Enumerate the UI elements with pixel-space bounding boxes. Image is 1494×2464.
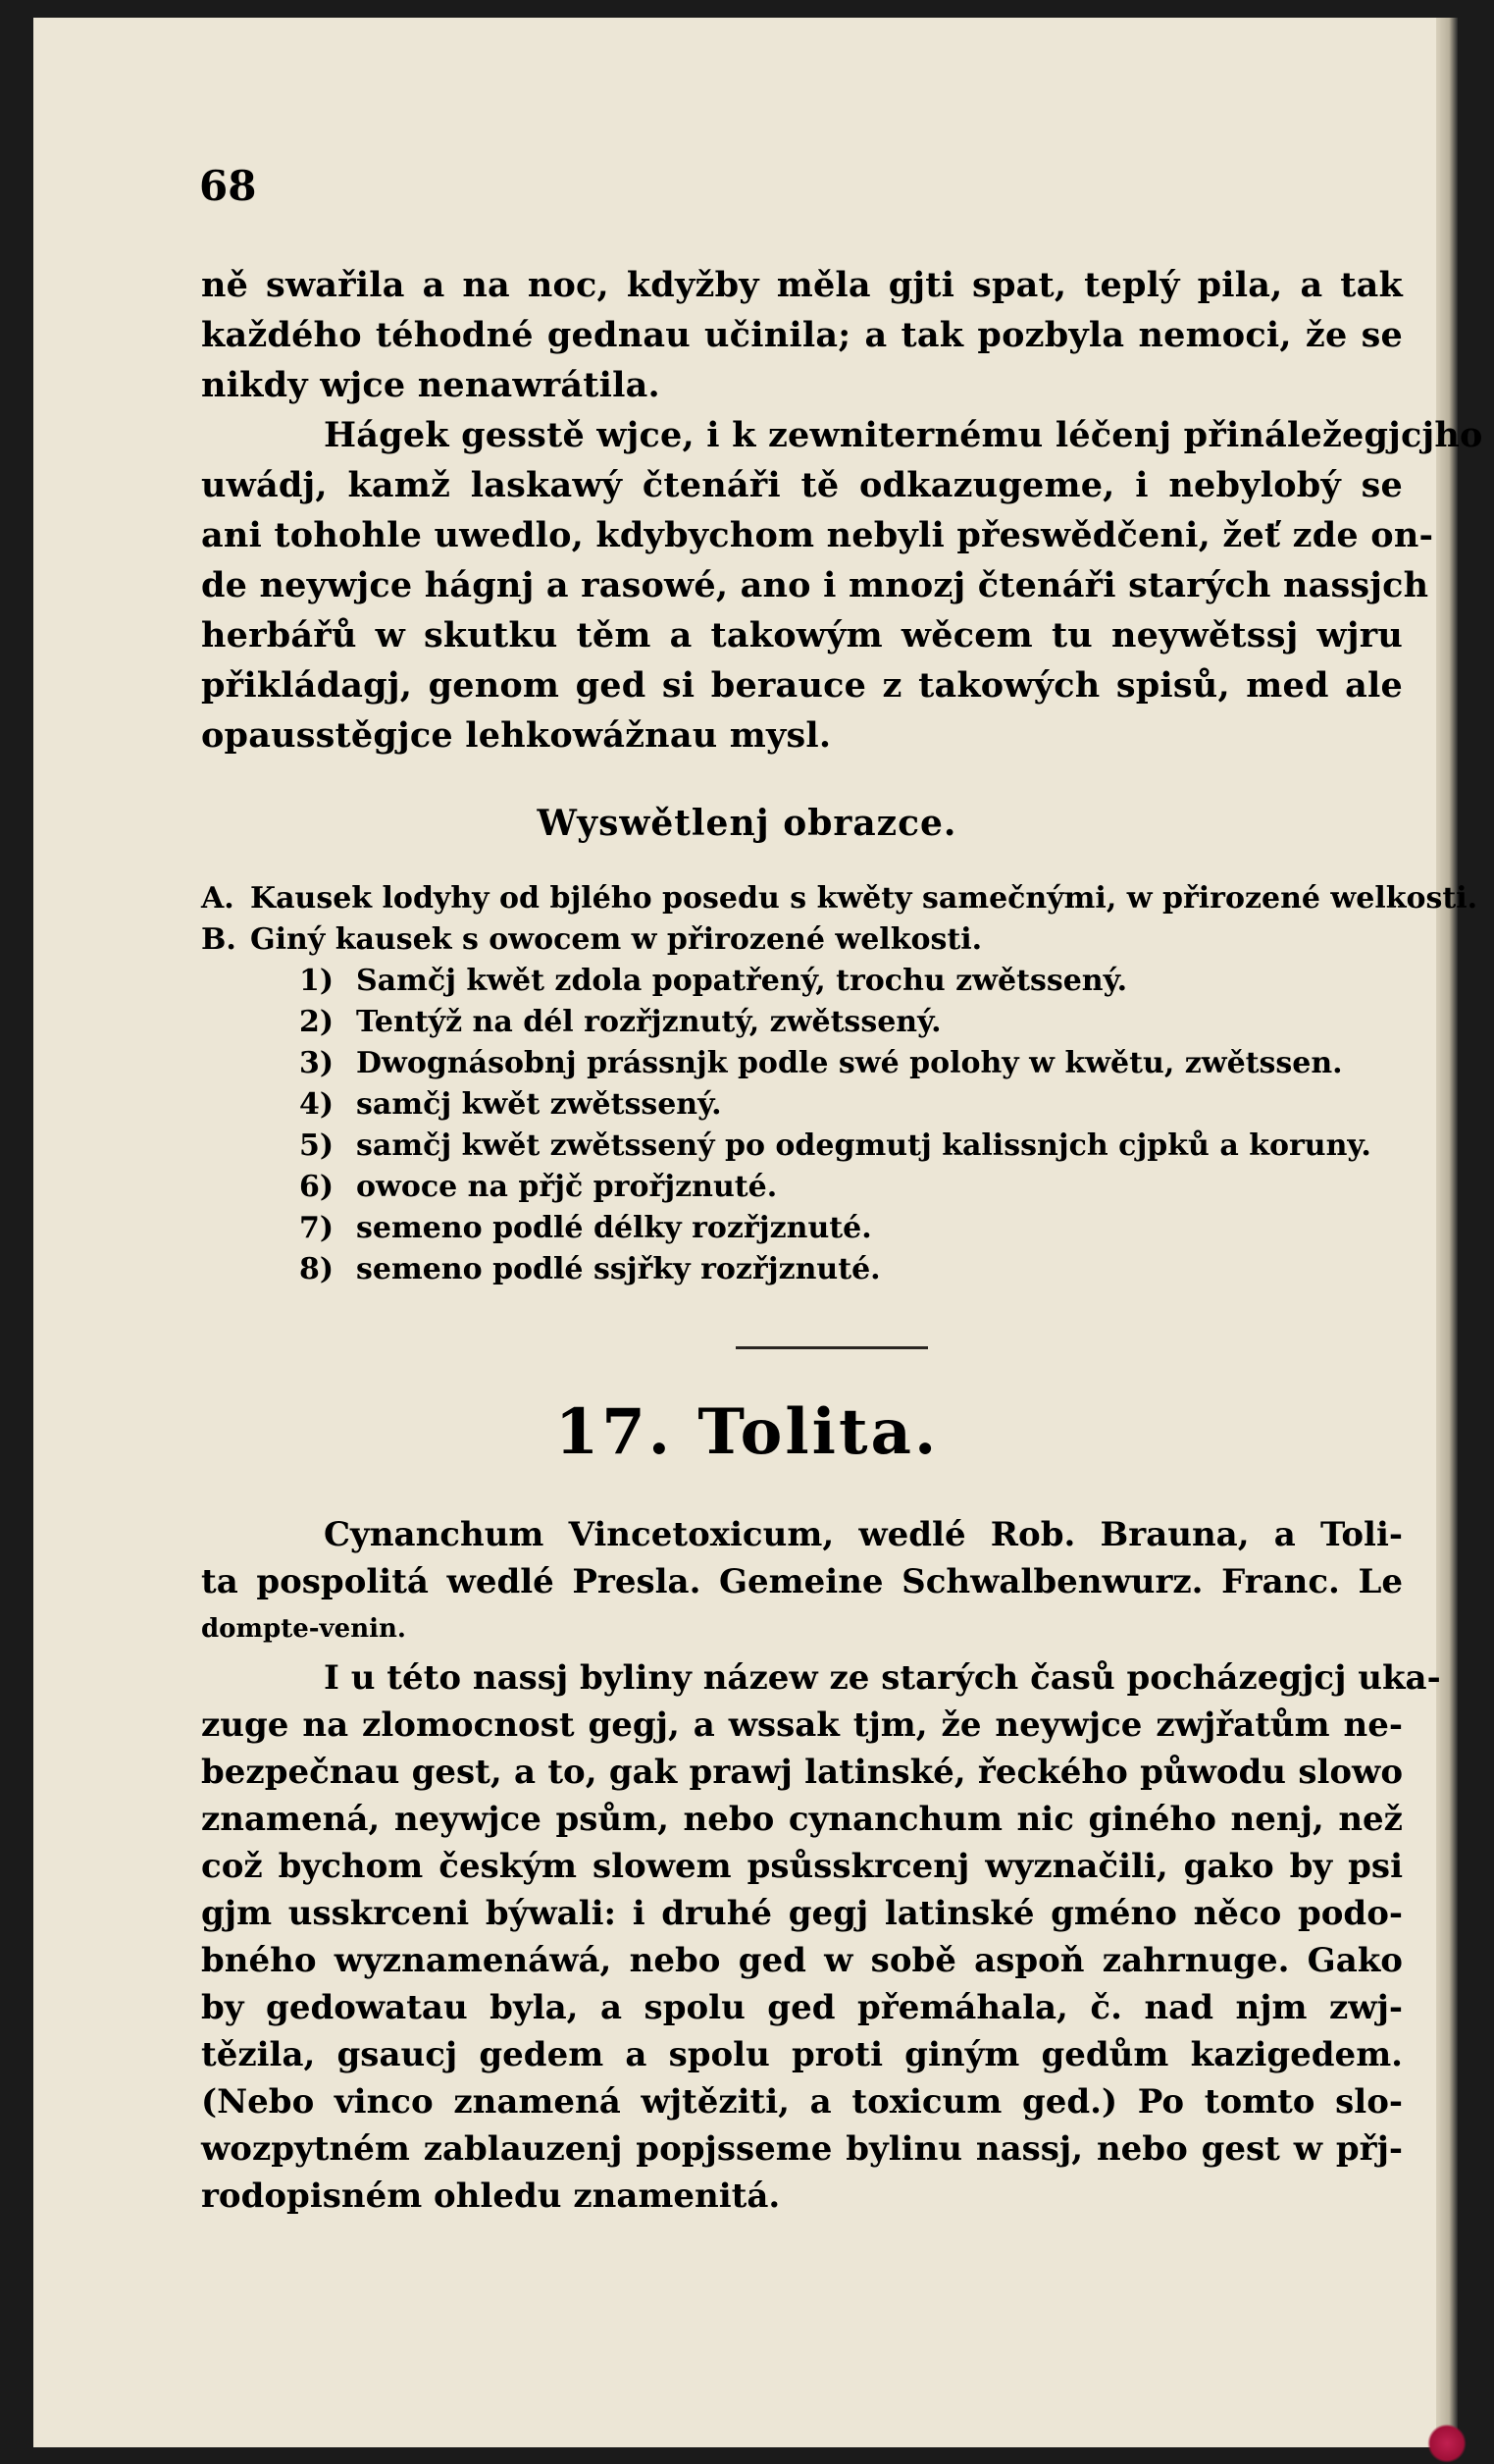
legend-numbered-item — [201, 1043, 1403, 1084]
legend-number: 6) — [299, 1170, 335, 1204]
text-line: uwádj, kamž laskawý čtenáři tě odkazugeme, i nebylobý se — [201, 465, 1403, 505]
legend-item — [201, 878, 1478, 919]
text-line: de neywjce hágnj a rasowé, ano i mnozj čtenáři starých nassjch — [201, 565, 1429, 605]
explanation-heading: Wyswětlenj obrazce. — [537, 803, 957, 844]
legend-number: 8) — [299, 1252, 335, 1286]
legend-numbered-item — [201, 961, 1403, 1002]
figure-legend — [201, 878, 1478, 1290]
legend-number: 4) — [299, 1087, 335, 1122]
legend-numbered-item — [201, 1126, 1403, 1167]
legend-numbered-item — [201, 1084, 1403, 1126]
page-edge — [1436, 18, 1458, 2447]
legend-number: 3) — [299, 1046, 335, 1080]
text-line: tězila, gsaucj gedem a spolu proti giným gedům kazigedem. — [201, 2035, 1403, 2074]
text-line: každého téhodné gednau učinila; a tak pozbyla nemoci, že se — [201, 315, 1403, 355]
legend-text: samčj kwět zwětssený po odegmutj kalissnjch cjpků a koruny. — [356, 1128, 1371, 1163]
text-line: což bychom českým slowem psůsskrcenj wyznačili, gako by psi — [201, 1847, 1403, 1886]
legend-number: 1) — [299, 964, 335, 998]
legend-text: Samčj kwět zdola popatřený, trochu zwětssený. — [356, 964, 1128, 998]
text-line: dompte-venin. — [201, 1614, 406, 1644]
legend-number: 2) — [299, 1005, 335, 1039]
intro-paragraph — [201, 1511, 1403, 1652]
legend-text: samčj kwět zwětssený. — [356, 1087, 722, 1122]
legend-number: 5) — [299, 1128, 335, 1163]
section-title: 17. Tolita. — [554, 1395, 940, 1469]
legend-text: owoce na přjč prořjznuté. — [356, 1170, 778, 1204]
text-line: nikdy wjce nenawrátila. — [201, 365, 660, 405]
text-line: zuge na zlomocnost gegj, a wssak tjm, že neywjce zwjřatům ne- — [201, 1705, 1403, 1745]
text-line: ta pospolitá wedlé Presla. Gemeine Schwalbenwurz. Franc. Le — [201, 1562, 1403, 1601]
legend-number: 7) — [299, 1211, 335, 1245]
paragraph-3 — [201, 1654, 1441, 2220]
text-line: znamená, neywjce psům, nebo cynanchum nic giného nenj, než — [201, 1800, 1403, 1839]
text-line: by gedowatau byla, a spolu ged přemáhala, č. nad njm zwj- — [201, 1988, 1403, 2027]
text-line: ně swařila a na noc, kdyžby měla gjti spat, teplý pila, a tak — [201, 265, 1403, 305]
text-line: herbářů w skutku těm a takowým wěcem tu neywětssj wjru — [201, 615, 1403, 655]
text-line: (Nebo vinco znamená wjtěziti, a toxicum ged.) Po tomto slo- — [201, 2082, 1403, 2122]
legend-numbered-item — [201, 1249, 1403, 1290]
text-line: ani tohohle uwedlo, kdybychom nebyli přeswědčeni, žeť zde on- — [201, 515, 1434, 555]
text-line: bezpečnau gest, a to, gak prawj latinské, řeckého půwodu slowo — [201, 1753, 1403, 1792]
legend-numbered-item — [201, 1208, 1403, 1249]
text-line: přikládagj, genom ged si berauce z takowých spisů, med ale — [201, 665, 1403, 706]
legend-text: Tentýž na dél rozřjznutý, zwětssený. — [356, 1005, 942, 1039]
legend-text: Dwognásobnj prássnjk podle swé polohy w kwětu, zwětssen. — [356, 1046, 1343, 1080]
text-line: I u této nassj byliny názew ze starých časů pocházegjcj uka- — [324, 1658, 1441, 1698]
legend-text: Kausek lodyhy od bjlého posedu s kwěty samečnými, w přirozené welkosti. — [250, 881, 1478, 916]
text-line: opausstěgjce lehkowážnau mysl. — [201, 715, 832, 756]
paragraph-1 — [201, 260, 1483, 760]
text-line: gjm usskrceni býwali: i druhé gegj latinské gméno něco podo- — [201, 1894, 1403, 1933]
legend-text: semeno podlé délky rozřjznuté. — [356, 1211, 872, 1245]
legend-label: B. — [201, 922, 236, 957]
legend-text: semeno podlé ssjřky rozřjznuté. — [356, 1252, 881, 1286]
legend-numbered-item — [201, 1002, 1403, 1043]
text-line: bného wyznamenáwá, nebo ged w sobě aspoň zahrnuge. Gako — [201, 1941, 1403, 1980]
legend-text: Giný kausek s owocem w přirozené welkosti. — [250, 922, 983, 957]
text-line: Cynanchum Vincetoxicum, wedlé Rob. Brauna, a Toli- — [324, 1515, 1403, 1554]
text-line: wozpytném zablauzenj popjsseme bylinu nassj, nebo gest w přj- — [201, 2129, 1403, 2169]
section-divider — [736, 1346, 928, 1349]
legend-numbered-item — [201, 1167, 1403, 1208]
legend-item — [201, 919, 1403, 961]
ink-stain — [1427, 2424, 1467, 2463]
legend-label: A. — [201, 881, 234, 916]
text-line: Hágek gesstě wjce, i k zewniternému léčenj přináležegjcjho — [324, 415, 1483, 455]
page-number: 68 — [199, 162, 257, 210]
text-line: rodopisném ohledu znamenitá. — [201, 2176, 781, 2216]
